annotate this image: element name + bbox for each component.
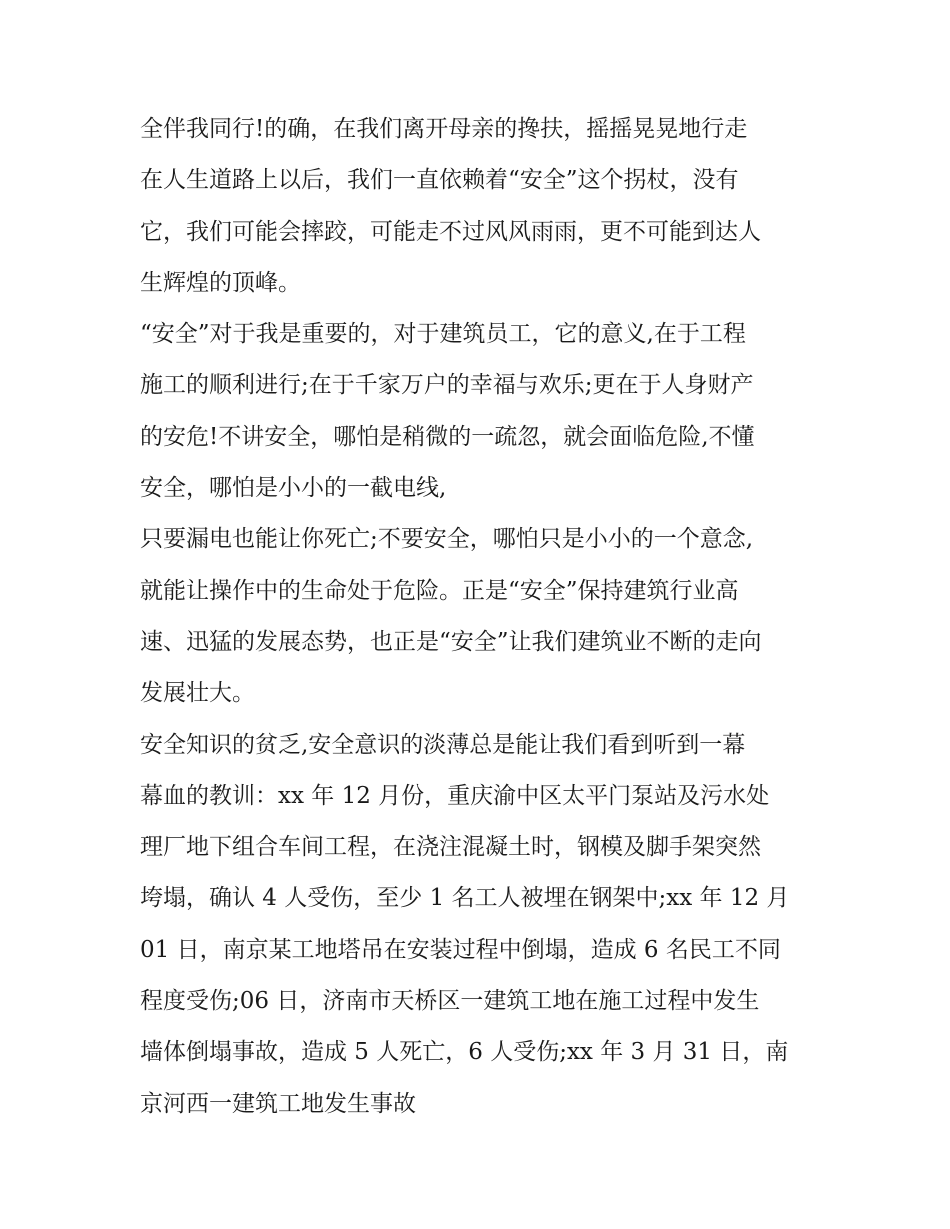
text-line: 安全知识的贫乏,安全意识的淡薄总是能让我们看到听到一幕 bbox=[140, 731, 746, 758]
text-line: 在人生道路上以后，我们一直依赖着“安全”这个拐杖，没有 bbox=[140, 167, 739, 194]
text-line: 只要漏电也能让你死亡;不要安全，哪怕只是小小的一个意念, bbox=[140, 526, 754, 553]
text-line: 施工的顺利进行;在于千家万户的幸福与欢乐;更在于人身财产 bbox=[140, 372, 754, 399]
text-line: 垮塌，确认 4 人受伤，至少 1 名工人被埋在钢架中;xx 年 12 月 bbox=[140, 885, 790, 912]
text-line: 幕血的教训：xx 年 12 月份，重庆渝中区太平门泵站及污水处 bbox=[140, 782, 770, 809]
body-text bbox=[140, 104, 830, 1130]
text-line: 生辉煌的顶峰。 bbox=[140, 269, 301, 296]
text-line: 程度受伤;06 日，济南市天桥区一建筑工地在施工过程中发生 bbox=[140, 988, 760, 1015]
text-line: 就能让操作中的生命处于危险。正是“安全”保持建筑行业高 bbox=[140, 577, 739, 604]
text-line: 速、迅猛的发展态势，也正是“安全”让我们建筑业不断的走向 bbox=[140, 628, 762, 655]
text-line: 01 日，南京某工地塔吊在安装过程中倒塌，造成 6 名民工不同 bbox=[140, 936, 781, 963]
text-line: “安全”对于我是重要的，对于建筑员工，它的意义,在于工程 bbox=[140, 321, 746, 348]
text-line: 墙体倒塌事故，造成 5 人死亡，6 人受伤;xx 年 3 月 31 日，南 bbox=[140, 1039, 789, 1066]
text-line: 的安危!不讲安全，哪怕是稍微的一疏忽，就会面临危险,不懂 bbox=[140, 423, 755, 450]
text-line: 理厂地下组合车间工程，在浇注混凝土时，钢模及脚手架突然 bbox=[140, 834, 761, 861]
text-line: 京河西一建筑工地发生事故 bbox=[140, 1090, 416, 1117]
text-line: 全伴我同行!的确，在我们离开母亲的搀扶，摇摇晃晃地行走 bbox=[140, 116, 748, 142]
text-line: 发展壮大。 bbox=[140, 680, 255, 707]
text-line: 安全，哪怕是小小的一截电线, bbox=[140, 475, 447, 502]
text-line: 它，我们可能会摔跤，可能走不过风风雨雨，更不可能到达人 bbox=[140, 218, 761, 245]
